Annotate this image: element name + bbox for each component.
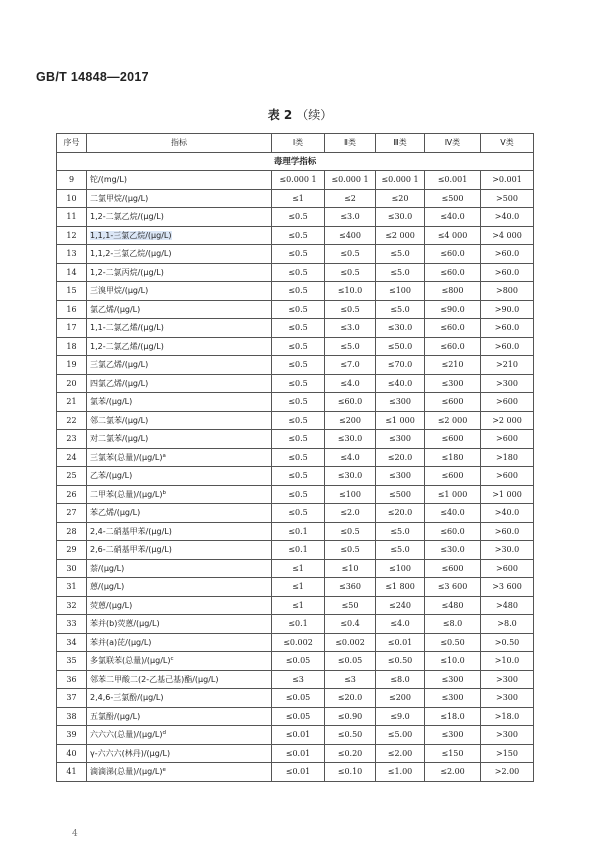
- class-1-limit: ≤0.5: [272, 208, 325, 227]
- indicator-name: 1,1,1-三氯乙烷/(μg/L): [87, 226, 272, 245]
- class-3-limit: ≤2.00: [376, 744, 425, 763]
- class-4-limit: ≤300: [425, 689, 481, 708]
- indicator-name: 二甲苯(总量)$/(\mu g/L)^b$: [87, 485, 272, 504]
- class-5-limit: >800: [481, 282, 534, 301]
- class-4-limit: ≤90.0: [425, 300, 481, 319]
- class-5-limit: >60.0: [481, 245, 534, 264]
- class-1-limit: ≤0.002: [272, 633, 325, 652]
- section-title: 毒理学指标: [57, 152, 534, 171]
- class-5-limit: >500: [481, 189, 534, 208]
- indicator-name: 2,6-二硝基甲苯/(μg/L): [87, 541, 272, 560]
- class-1-limit: ≤0.1: [272, 522, 325, 541]
- class-3-limit: ≤4.0: [376, 615, 425, 634]
- class-1-limit: ≤1: [272, 559, 325, 578]
- class-1-limit: ≤0.01: [272, 726, 325, 745]
- indicator-name: 邻二氯苯/(μg/L): [87, 411, 272, 430]
- indicator-name: 1,2-二氯乙烯/(μg/L): [87, 337, 272, 356]
- class-5-limit: >40.0: [481, 504, 534, 523]
- indicator-name: 苯并(b)荧蒽/(μg/L): [87, 615, 272, 634]
- class-4-limit: ≤3 600: [425, 578, 481, 597]
- class-2-limit: ≤30.0: [325, 430, 376, 449]
- table-row: [57, 578, 534, 597]
- class-2-limit: ≤100: [325, 485, 376, 504]
- row-number: 37: [57, 689, 87, 708]
- class-4-limit: ≤1 000: [425, 485, 481, 504]
- row-number: 34: [57, 633, 87, 652]
- indicator-name: 多氯联苯(总量)$/(\mu g/L)^c$: [87, 652, 272, 671]
- indicator-name: 二氯甲烷/(μg/L): [87, 189, 272, 208]
- row-number: 15: [57, 282, 87, 301]
- class-3-limit: ≤5.00: [376, 726, 425, 745]
- indicator-name: 五氯酚/(μg/L): [87, 707, 272, 726]
- class-4-limit: ≤30.0: [425, 541, 481, 560]
- indicator-name: 苯并(a)芘/(μg/L): [87, 633, 272, 652]
- table-row: [57, 504, 534, 523]
- class-2-limit: ≤4.0: [325, 448, 376, 467]
- row-number: 31: [57, 578, 87, 597]
- row-number: 41: [57, 763, 87, 782]
- table-row: [57, 337, 534, 356]
- indicator-name: 2,4,6-三氯酚/(μg/L): [87, 689, 272, 708]
- class-2-limit: ≤360: [325, 578, 376, 597]
- footnote-marker: d: [162, 730, 166, 737]
- row-number: 16: [57, 300, 87, 319]
- class-2-limit: ≤5.0: [325, 337, 376, 356]
- class-1-limit: ≤0.5: [272, 393, 325, 412]
- table-row: [57, 245, 534, 264]
- table-row: [57, 541, 534, 560]
- col-header: 指标: [87, 134, 272, 153]
- class-5-limit: >600: [481, 430, 534, 449]
- class-2-limit: ≤60.0: [325, 393, 376, 412]
- class-2-limit: ≤0.20: [325, 744, 376, 763]
- indicator-name: 四氯乙烯/(μg/L): [87, 374, 272, 393]
- class-5-limit: >300: [481, 670, 534, 689]
- class-5-limit: >8.0: [481, 615, 534, 634]
- col-header: 序号: [57, 134, 87, 153]
- table-row: [57, 707, 534, 726]
- row-number: 19: [57, 356, 87, 375]
- table-row: [57, 374, 534, 393]
- table-row: [57, 615, 534, 634]
- class-4-limit: ≤600: [425, 559, 481, 578]
- col-header: Ⅰ类: [272, 134, 325, 153]
- class-1-limit: ≤0.5: [272, 448, 325, 467]
- class-1-limit: ≤0.05: [272, 652, 325, 671]
- class-5-limit: >4 000: [481, 226, 534, 245]
- class-1-limit: ≤0.5: [272, 319, 325, 338]
- class-4-limit: ≤10.0: [425, 652, 481, 671]
- indicator-name: 对二氯苯/(μg/L): [87, 430, 272, 449]
- class-2-limit: ≤0.5: [325, 245, 376, 264]
- col-header: Ⅴ类: [481, 134, 534, 153]
- class-5-limit: >30.0: [481, 541, 534, 560]
- indicator-name: 六六六(总量)$/(\mu g/L)^d$: [87, 726, 272, 745]
- row-number: 28: [57, 522, 87, 541]
- row-number: 26: [57, 485, 87, 504]
- class-5-limit: >600: [481, 393, 534, 412]
- class-4-limit: ≤60.0: [425, 245, 481, 264]
- class-2-limit: ≤3.0: [325, 319, 376, 338]
- row-number: 24: [57, 448, 87, 467]
- class-4-limit: ≤8.0: [425, 615, 481, 634]
- table-row: [57, 319, 534, 338]
- class-1-limit: ≤0.5: [272, 467, 325, 486]
- class-3-limit: ≤5.0: [376, 522, 425, 541]
- row-number: 25: [57, 467, 87, 486]
- class-1-limit: ≤0.5: [272, 485, 325, 504]
- class-3-limit: ≤1 800: [376, 578, 425, 597]
- class-3-limit: ≤5.0: [376, 300, 425, 319]
- class-2-limit: ≤0.5: [325, 522, 376, 541]
- class-3-limit: ≤300: [376, 467, 425, 486]
- table-row: [57, 189, 534, 208]
- class-3-limit: ≤30.0: [376, 319, 425, 338]
- class-5-limit: >300: [481, 726, 534, 745]
- footnote-marker: a: [162, 452, 166, 459]
- class-4-limit: ≤210: [425, 356, 481, 375]
- class-3-limit: ≤500: [376, 485, 425, 504]
- indicator-name: 荧蒽/(μg/L): [87, 596, 272, 615]
- class-5-limit: >10.0: [481, 652, 534, 671]
- indicator-name: 1,2-二氯丙烷/(μg/L): [87, 263, 272, 282]
- class-4-limit: ≤0.50: [425, 633, 481, 652]
- class-4-limit: ≤40.0: [425, 208, 481, 227]
- row-number: 11: [57, 208, 87, 227]
- class-1-limit: ≤0.5: [272, 430, 325, 449]
- class-5-limit: >2.00: [481, 763, 534, 782]
- class-2-limit: ≤3: [325, 670, 376, 689]
- table-row: [57, 744, 534, 763]
- class-2-limit: ≤0.5: [325, 263, 376, 282]
- class-1-limit: ≤0.01: [272, 744, 325, 763]
- class-4-limit: ≤180: [425, 448, 481, 467]
- row-number: 18: [57, 337, 87, 356]
- class-1-limit: ≤0.000 1: [272, 171, 325, 190]
- indicator-name: 蒽/(μg/L): [87, 578, 272, 597]
- class-1-limit: ≤0.1: [272, 615, 325, 634]
- class-4-limit: ≤800: [425, 282, 481, 301]
- col-header: Ⅳ类: [425, 134, 481, 153]
- table-row: [57, 522, 534, 541]
- class-4-limit: ≤500: [425, 189, 481, 208]
- class-2-limit: ≤400: [325, 226, 376, 245]
- class-2-limit: ≤50: [325, 596, 376, 615]
- class-3-limit: ≤1.00: [376, 763, 425, 782]
- indicator-name: 苯乙烯/(μg/L): [87, 504, 272, 523]
- class-5-limit: >3 600: [481, 578, 534, 597]
- class-3-limit: ≤100: [376, 559, 425, 578]
- row-number: 32: [57, 596, 87, 615]
- table-caption-label: 表 2: [267, 108, 293, 122]
- footnote-marker: e: [162, 767, 166, 774]
- class-2-limit: ≤0.05: [325, 652, 376, 671]
- class-1-limit: ≤0.5: [272, 300, 325, 319]
- row-number: 39: [57, 726, 87, 745]
- row-number: 30: [57, 559, 87, 578]
- class-4-limit: ≤480: [425, 596, 481, 615]
- indicator-name: 1,1,2-三氯乙烷/(μg/L): [87, 245, 272, 264]
- class-5-limit: >60.0: [481, 263, 534, 282]
- class-4-limit: ≤150: [425, 744, 481, 763]
- class-3-limit: ≤300: [376, 430, 425, 449]
- class-4-limit: ≤0.001: [425, 171, 481, 190]
- indicator-name: 铊/(mg/L): [87, 171, 272, 190]
- class-1-limit: ≤0.5: [272, 245, 325, 264]
- class-5-limit: >600: [481, 559, 534, 578]
- class-1-limit: ≤1: [272, 596, 325, 615]
- row-number: 33: [57, 615, 87, 634]
- indicator-name: 1,1-二氯乙烯/(μg/L): [87, 319, 272, 338]
- table-row: [57, 596, 534, 615]
- class-4-limit: ≤18.0: [425, 707, 481, 726]
- class-5-limit: >2 000: [481, 411, 534, 430]
- class-5-limit: >60.0: [481, 337, 534, 356]
- class-5-limit: >300: [481, 689, 534, 708]
- indicator-name: 乙苯/(μg/L): [87, 467, 272, 486]
- class-4-limit: ≤600: [425, 430, 481, 449]
- row-number: 20: [57, 374, 87, 393]
- class-2-limit: ≤0.10: [325, 763, 376, 782]
- class-4-limit: ≤600: [425, 393, 481, 412]
- class-5-limit: >600: [481, 467, 534, 486]
- indicator-name: 萘/(μg/L): [87, 559, 272, 578]
- class-3-limit: ≤0.01: [376, 633, 425, 652]
- table-row: [57, 559, 534, 578]
- row-number: 38: [57, 707, 87, 726]
- table-row: [57, 689, 534, 708]
- row-number: 10: [57, 189, 87, 208]
- class-2-limit: ≤30.0: [325, 467, 376, 486]
- class-4-limit: ≤60.0: [425, 263, 481, 282]
- class-1-limit: ≤0.5: [272, 356, 325, 375]
- class-5-limit: >150: [481, 744, 534, 763]
- class-1-limit: ≤0.5: [272, 411, 325, 430]
- class-2-limit: ≤20.0: [325, 689, 376, 708]
- class-3-limit: ≤8.0: [376, 670, 425, 689]
- class-4-limit: ≤300: [425, 670, 481, 689]
- class-5-limit: >480: [481, 596, 534, 615]
- class-4-limit: ≤2 000: [425, 411, 481, 430]
- class-3-limit: ≤5.0: [376, 263, 425, 282]
- class-1-limit: ≤1: [272, 189, 325, 208]
- class-2-limit: ≤0.50: [325, 726, 376, 745]
- class-3-limit: ≤240: [376, 596, 425, 615]
- class-5-limit: >0.001: [481, 171, 534, 190]
- class-1-limit: ≤1: [272, 578, 325, 597]
- class-5-limit: >90.0: [481, 300, 534, 319]
- header-row: [57, 134, 534, 153]
- class-3-limit: ≤2 000: [376, 226, 425, 245]
- class-3-limit: ≤50.0: [376, 337, 425, 356]
- class-3-limit: ≤1 000: [376, 411, 425, 430]
- row-number: 27: [57, 504, 87, 523]
- class-2-limit: ≤0.000 1: [325, 171, 376, 190]
- class-2-limit: ≤10: [325, 559, 376, 578]
- col-header: Ⅱ类: [325, 134, 376, 153]
- class-2-limit: ≤0.4: [325, 615, 376, 634]
- class-3-limit: ≤30.0: [376, 208, 425, 227]
- table-row: [57, 226, 534, 245]
- indicator-name: 三溴甲烷/(μg/L): [87, 282, 272, 301]
- table-caption-cont: （续）: [296, 108, 333, 122]
- row-number: 29: [57, 541, 87, 560]
- class-3-limit: ≤70.0: [376, 356, 425, 375]
- table-row: [57, 633, 534, 652]
- row-number: 13: [57, 245, 87, 264]
- table-row: [57, 263, 534, 282]
- class-3-limit: ≤100: [376, 282, 425, 301]
- class-2-limit: ≤4.0: [325, 374, 376, 393]
- row-number: 21: [57, 393, 87, 412]
- class-1-limit: ≤0.5: [272, 263, 325, 282]
- class-3-limit: ≤9.0: [376, 707, 425, 726]
- class-2-limit: ≤0.90: [325, 707, 376, 726]
- class-2-limit: ≤0.002: [325, 633, 376, 652]
- class-2-limit: ≤10.0: [325, 282, 376, 301]
- row-number: 40: [57, 744, 87, 763]
- indicator-name: 2,4-二硝基甲苯/(μg/L): [87, 522, 272, 541]
- indicator-name: 三氯乙烯/(μg/L): [87, 356, 272, 375]
- class-1-limit: ≤0.5: [272, 374, 325, 393]
- table-row: [57, 208, 534, 227]
- class-2-limit: ≤2.0: [325, 504, 376, 523]
- indicator-name: 邻苯二甲酸二(2-乙基己基)酯/(μg/L): [87, 670, 272, 689]
- indicator-name: γ-六六六(林丹)/(μg/L): [87, 744, 272, 763]
- class-5-limit: >1 000: [481, 485, 534, 504]
- table-row: [57, 356, 534, 375]
- class-4-limit: ≤4 000: [425, 226, 481, 245]
- class-1-limit: ≤0.05: [272, 689, 325, 708]
- class-3-limit: ≤20: [376, 189, 425, 208]
- quality-table: [56, 133, 534, 782]
- class-4-limit: ≤40.0: [425, 504, 481, 523]
- row-number: 12: [57, 226, 87, 245]
- class-4-limit: ≤60.0: [425, 319, 481, 338]
- class-1-limit: ≤0.05: [272, 707, 325, 726]
- class-4-limit: ≤60.0: [425, 522, 481, 541]
- class-3-limit: ≤5.0: [376, 541, 425, 560]
- indicator-name: 滴滴涕(总量)$/(\mu g/L)^e$: [87, 763, 272, 782]
- page-number: 4: [72, 829, 78, 839]
- class-1-limit: ≤0.1: [272, 541, 325, 560]
- class-5-limit: >0.50: [481, 633, 534, 652]
- class-3-limit: ≤0.000 1: [376, 171, 425, 190]
- row-number: 35: [57, 652, 87, 671]
- class-3-limit: ≤40.0: [376, 374, 425, 393]
- class-4-limit: ≤2.00: [425, 763, 481, 782]
- class-1-limit: ≤0.5: [272, 504, 325, 523]
- class-5-limit: >180: [481, 448, 534, 467]
- class-5-limit: >60.0: [481, 319, 534, 338]
- class-2-limit: ≤0.5: [325, 541, 376, 560]
- indicator-name: 1,2-二氯乙烷/(μg/L): [87, 208, 272, 227]
- row-number: 23: [57, 430, 87, 449]
- class-4-limit: ≤300: [425, 726, 481, 745]
- indicator-name: 氯乙烯/(μg/L): [87, 300, 272, 319]
- table-row: [57, 430, 534, 449]
- col-header: Ⅲ类: [376, 134, 425, 153]
- indicator-name: 氯苯/(μg/L): [87, 393, 272, 412]
- class-3-limit: ≤0.50: [376, 652, 425, 671]
- class-2-limit: ≤2: [325, 189, 376, 208]
- class-1-limit: ≤0.5: [272, 282, 325, 301]
- class-5-limit: >60.0: [481, 522, 534, 541]
- class-5-limit: >18.0: [481, 707, 534, 726]
- row-number: 17: [57, 319, 87, 338]
- class-1-limit: ≤3: [272, 670, 325, 689]
- class-4-limit: ≤300: [425, 374, 481, 393]
- table-row: [57, 763, 534, 782]
- indicator-name: 三氯苯(总量)$/(\mu g/L)^a$: [87, 448, 272, 467]
- table-row: [57, 393, 534, 412]
- class-3-limit: ≤20.0: [376, 504, 425, 523]
- class-5-limit: >300: [481, 374, 534, 393]
- table-row: [57, 171, 534, 190]
- class-5-limit: >40.0: [481, 208, 534, 227]
- class-2-limit: ≤200: [325, 411, 376, 430]
- table-row: [57, 300, 534, 319]
- class-1-limit: ≤0.5: [272, 226, 325, 245]
- table-row: [57, 726, 534, 745]
- class-1-limit: ≤0.01: [272, 763, 325, 782]
- table-row: [57, 485, 534, 504]
- row-number: 36: [57, 670, 87, 689]
- row-number: 14: [57, 263, 87, 282]
- class-2-limit: ≤7.0: [325, 356, 376, 375]
- table-row: [57, 411, 534, 430]
- class-3-limit: ≤200: [376, 689, 425, 708]
- class-2-limit: ≤0.5: [325, 300, 376, 319]
- footnote-marker: c: [170, 656, 174, 663]
- section-row: [57, 152, 534, 171]
- table-row: [57, 282, 534, 301]
- table-caption: [0, 106, 600, 123]
- class-3-limit: ≤5.0: [376, 245, 425, 264]
- table-row: [57, 448, 534, 467]
- class-5-limit: >210: [481, 356, 534, 375]
- table-row: [57, 652, 534, 671]
- class-4-limit: ≤600: [425, 467, 481, 486]
- class-4-limit: ≤60.0: [425, 337, 481, 356]
- class-1-limit: ≤0.5: [272, 337, 325, 356]
- row-number: 9: [57, 171, 87, 190]
- class-2-limit: ≤3.0: [325, 208, 376, 227]
- table-row: [57, 467, 534, 486]
- class-3-limit: ≤300: [376, 393, 425, 412]
- footnote-marker: b: [162, 489, 166, 496]
- standard-number: GB/T 14848—2017: [36, 70, 149, 84]
- class-3-limit: ≤20.0: [376, 448, 425, 467]
- table-row: [57, 670, 534, 689]
- row-number: 22: [57, 411, 87, 430]
